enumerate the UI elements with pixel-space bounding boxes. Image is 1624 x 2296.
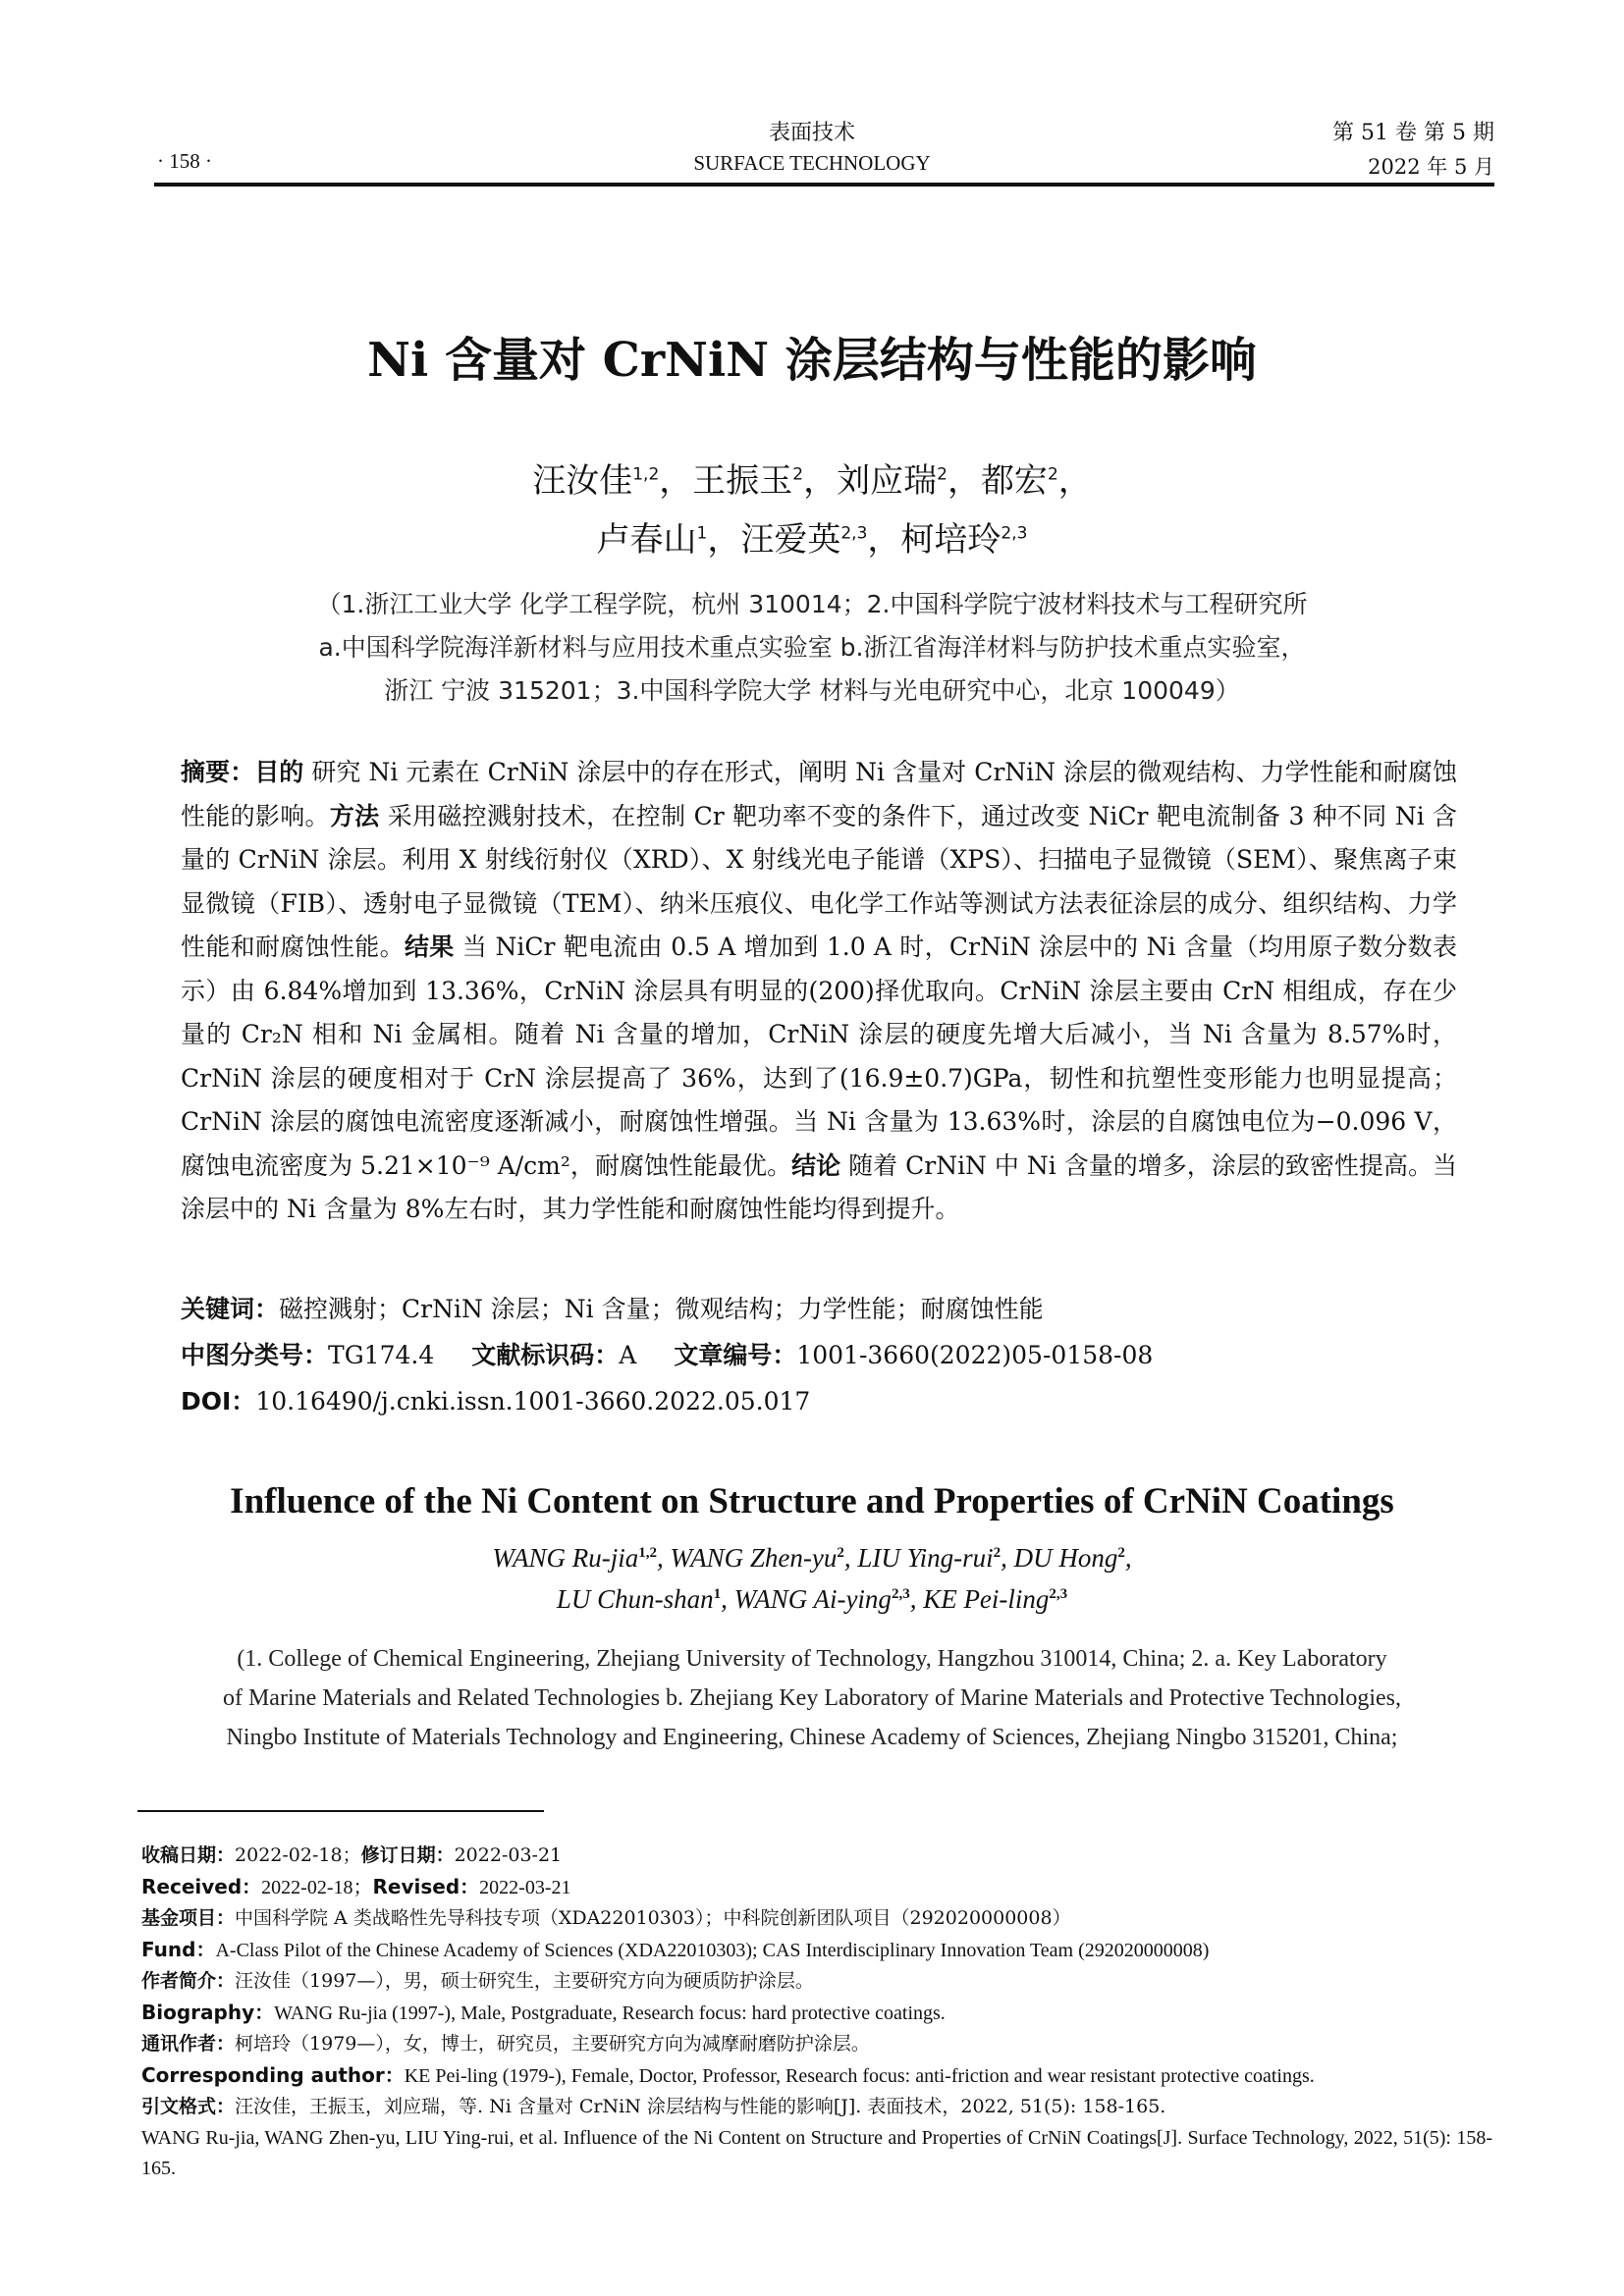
doi-label: DOI：	[181, 1387, 256, 1415]
biography-cn-value: 汪汝佳（1997—），男，硕士研究生，主要研究方向为硬质防护涂层。	[235, 1970, 814, 1992]
affiliation-en-line: Ningbo Institute of Materials Technology and Engineering, Chinese Academy of Sciences, Zhejiang Ningbo 315201, China;	[226, 1725, 1398, 1750]
author-name: 都宏	[980, 461, 1048, 501]
author-affiliation-mark: 2	[837, 1545, 844, 1561]
biography-en-value: WANG Ru-jia (1997-), Male, Postgraduate, Research focus: hard protective coatings.	[274, 2002, 946, 2024]
author-affiliation-mark: 2	[937, 464, 947, 485]
doc-code-value: A	[619, 1341, 637, 1369]
author-affiliation-mark: 1	[696, 523, 708, 544]
author-affiliation-mark: 1	[713, 1586, 722, 1602]
author-affiliation-mark: 2	[792, 464, 804, 485]
author-separator: ，	[707, 520, 741, 560]
citation-cn-label: 引文格式：	[141, 2096, 236, 2117]
doi-line	[181, 1382, 1457, 1417]
footnote-corresponding-en	[141, 2060, 1492, 2093]
author-separator: ，	[867, 520, 901, 560]
received-cn-value: 2022-02-18；	[235, 1844, 361, 1866]
author-name: 卢春山	[596, 520, 697, 560]
author-list-en-line-1	[0, 1543, 1624, 1574]
footnote-biography-en	[141, 1998, 1492, 2030]
biography-cn-label: 作者简介：	[141, 1970, 236, 1992]
author-separator: ,	[721, 1584, 734, 1614]
author-affiliation-mark: 2,3	[891, 1586, 910, 1602]
author-name: LU Chun-shan	[556, 1584, 714, 1614]
fund-en-label: Fund：	[141, 1937, 216, 1961]
author-list-cn-line-1	[0, 454, 1624, 502]
article-number-label: 文章编号：	[674, 1341, 797, 1369]
author-separator: ,	[909, 1584, 924, 1614]
author-name: 刘应瑞	[837, 461, 938, 501]
revised-en-label: Revised：	[372, 1874, 480, 1898]
abstract-purpose-label: 目的	[254, 758, 304, 786]
author-separator: ，	[947, 461, 981, 501]
footnote-citation-cn	[141, 2092, 1492, 2123]
author-separator: ,	[843, 1543, 858, 1573]
fund-en-value: A-Class Pilot of the Chinese Academy of Sciences (XDA22010303); CAS Interdisciplinary Innovation Team (292020000008)	[215, 1939, 1210, 1961]
author-affiliation-mark: 2,3	[1049, 1586, 1068, 1602]
corresponding-en-value: KE Pei-ling (1979-), Female, Doctor, Professor, Research focus: anti-friction and wear resistant protective coatings.	[404, 2064, 1315, 2087]
author-affiliation-mark: 2	[1117, 1545, 1125, 1561]
received-en-label: Received：	[141, 1874, 262, 1898]
author-name: DU Hong	[1013, 1543, 1118, 1573]
citation-cn-value: 汪汝佳，王振玉，刘应瑞，等. Ni 含量对 CrNiN 涂层结构与性能的影响[J]. 表面技术，2022, 51(5): 158-165.	[235, 2096, 1166, 2117]
journal-name-cn: 表面技术	[768, 121, 855, 145]
fund-cn-label: 基金项目：	[141, 1907, 236, 1929]
journal-name-en: SURFACE TECHNOLOGY	[693, 151, 931, 175]
clc-value: TG174.4	[328, 1341, 435, 1369]
author-separator: ，	[1057, 461, 1092, 501]
received-cn-label: 收稿日期：	[141, 1844, 236, 1866]
author-name: WANG Ru-jia	[492, 1543, 639, 1573]
abstract-purpose-text: 研究 Ni 元素在 CrNiN 涂层中的存在形式，阐明 Ni 含量对 CrNiN 涂层的微观结构、力学性能和耐腐蚀性能的影响。	[181, 758, 1457, 830]
article-number-value: 1001-3660(2022)05-0158-08	[796, 1341, 1154, 1369]
keywords-label: 关键词：	[181, 1295, 280, 1323]
abstract-method-text: 采用磁控溅射技术，在控制 Cr 靶功率不变的条件下，通过改变 NiCr 靶电流制备 3 种不同 Ni 含量的 CrNiN 涂层。利用 X 射线衍射仪（XRD）、X 射线光电子能谱（XPS）、扫描电子显微镜（SEM）、聚焦离子束显微镜（FIB）、透射电子显微镜（TEM）、纳米压痕仪、电化学工作站等测试方法表征涂层的成分、组织结构、力学性能和耐腐蚀性能。	[181, 801, 1457, 961]
author-name: 汪爱英	[740, 520, 841, 560]
affiliation-cn-line: a.中国科学院海洋新材料与应用技术重点实验室 b.浙江省海洋材料与防护技术重点实验室，	[318, 633, 1306, 662]
doc-code-label: 文献标识码：	[471, 1341, 620, 1369]
footnote-biography-cn	[141, 1966, 1492, 1998]
author-name: 王振玉	[692, 461, 793, 501]
author-name: 柯培玲	[900, 520, 1001, 560]
author-separator: ，	[659, 461, 693, 501]
corresponding-en-label: Corresponding author：	[141, 2062, 405, 2087]
footnote-received-en	[141, 1872, 1492, 1904]
author-affiliation-mark: 1,2	[638, 1545, 657, 1561]
abstract-label: 摘要：	[181, 758, 255, 786]
author-affiliation-mark: 2,3	[840, 523, 868, 544]
volume-issue: 第 51 卷 第 5 期	[1332, 121, 1494, 145]
author-affiliation-mark: 2,3	[1001, 523, 1028, 544]
footnote-received-cn	[141, 1841, 1492, 1872]
author-separator: ,	[1001, 1543, 1014, 1573]
affiliation-en-line: of Marine Materials and Related Technologies b. Zhejiang Key Laboratory of Marine Materials and Protective Technologies,	[222, 1685, 1402, 1711]
footnote-citation-en: WANG Ru-jia, WANG Zhen-yu, LIU Ying-rui, et al. Influence of the Ni Content on Structure and Properties of CrNiN Coatings[J]. Surface Technology, 2022, 51(5): 158-165.	[141, 2126, 1492, 2179]
footnote-rule	[137, 1810, 544, 1812]
author-list-en-line-2	[0, 1584, 1624, 1615]
header-rule	[154, 183, 1494, 187]
footnote-fund-cn	[141, 1903, 1492, 1935]
biography-en-label: Biography：	[141, 2000, 275, 2024]
page-number: · 158 ·	[157, 149, 212, 173]
affiliation-cn-line: 浙江 宁波 315201；3.中国科学院大学 材料与光电研究中心，北京 100049）	[384, 676, 1240, 705]
abstract-result-label: 结果	[404, 933, 455, 961]
author-name: WANG Ai-ying	[733, 1584, 892, 1614]
paper-title-cn: Ni 含量对 CrNiN 涂层结构与性能的影响	[367, 333, 1257, 388]
footnote-fund-en	[141, 1935, 1492, 1967]
abstract-conclusion-label: 结论	[791, 1150, 841, 1180]
revised-en-value: 2022-03-21	[479, 1876, 571, 1898]
author-name: 汪汝佳	[532, 461, 633, 501]
author-name: WANG Zhen-yu	[670, 1543, 838, 1573]
revised-cn-label: 修订日期：	[360, 1844, 455, 1866]
corresponding-cn-value: 柯培玲（1979—），女，博士，研究员，主要研究方向为减摩耐磨防护涂层。	[235, 2033, 870, 2055]
author-list-cn-line-2	[0, 512, 1624, 561]
received-en-value: 2022-02-18；	[261, 1876, 373, 1898]
footnotes	[141, 1841, 1492, 2185]
abstract-cn	[181, 751, 1457, 1232]
author-affiliation-mark: 2	[1047, 464, 1058, 485]
abstract-method-label: 方法	[329, 801, 380, 830]
keywords-line	[181, 1290, 1457, 1325]
corresponding-cn-label: 通讯作者：	[141, 2033, 236, 2055]
clc-label: 中图分类号：	[181, 1341, 329, 1369]
issue-date: 2022 年 5 月	[1368, 155, 1494, 179]
author-affiliation-mark: 2	[993, 1545, 1001, 1561]
author-separator: ,	[1124, 1543, 1132, 1573]
author-name: LIU Ying-rui	[857, 1543, 994, 1573]
paper-title-en: Influence of the Ni Content on Structure and Properties of CrNiN Coatings	[230, 1481, 1394, 1522]
author-name: KE Pei-ling	[923, 1584, 1050, 1614]
abstract-result-text: 当 NiCr 靶电流由 0.5 A 增加到 1.0 A 时，CrNiN 涂层中的 Ni 含量（均用原子数分数表示）由 6.84%增加到 13.36%，CrNiN 涂层具有明显的(200)择优取向。CrNiN 涂层主要由 CrN 相组成，存在少量的 Cr₂N 相和 Ni 金属相。随着 Ni 含量的增加，CrNiN 涂层的硬度先增大后减小，当 Ni 含量为 8.57%时，CrNiN 涂层的硬度相对于 CrN 涂层提高了 36%，达到了(16.9±0.7)GPa，韧性和抗塑性变形能力也明显提高；CrNiN 涂层的腐蚀电流密度逐渐减小，耐腐蚀性增强。当 Ni 含量为 13.63%时，涂层的自腐蚀电位为−0.096 V，腐蚀电流密度为 5.21×10⁻⁹ A/cm²，耐腐蚀性能最优。	[181, 933, 1457, 1180]
affiliation-cn-line: （1.浙江工业大学 化学工程学院，杭州 310014；2.中国科学院宁波材料技术与工程研究所	[316, 590, 1308, 618]
fund-cn-value: 中国科学院 A 类战略性先导科技专项（XDA22010303）；中科院创新团队项目（292020000008）	[235, 1907, 1071, 1929]
doi-value[interactable]: 10.16490/j.cnki.issn.1001-3660.2022.05.017	[255, 1387, 811, 1415]
author-affiliation-mark: 1,2	[632, 464, 660, 485]
classification-line	[181, 1336, 1457, 1371]
author-separator: ，	[803, 461, 838, 501]
abstract-conclusion-text: 随着 CrNiN 中 Ni 含量的增多，涂层的致密性提高。当涂层中的 Ni 含量为 8%左右时，其力学性能和耐腐蚀性能均得到提升。	[181, 1150, 1457, 1223]
author-separator: ,	[656, 1543, 671, 1573]
keywords-text: 磁控溅射；CrNiN 涂层；Ni 含量；微观结构；力学性能；耐腐蚀性能	[279, 1295, 1044, 1323]
revised-cn-value: 2022-03-21	[454, 1844, 563, 1866]
affiliation-en-line: (1. College of Chemical Engineering, Zhejiang University of Technology, Hangzhou 310014, China; 2. a. Key Laboratory	[237, 1646, 1387, 1672]
footnote-corresponding-cn	[141, 2029, 1492, 2060]
